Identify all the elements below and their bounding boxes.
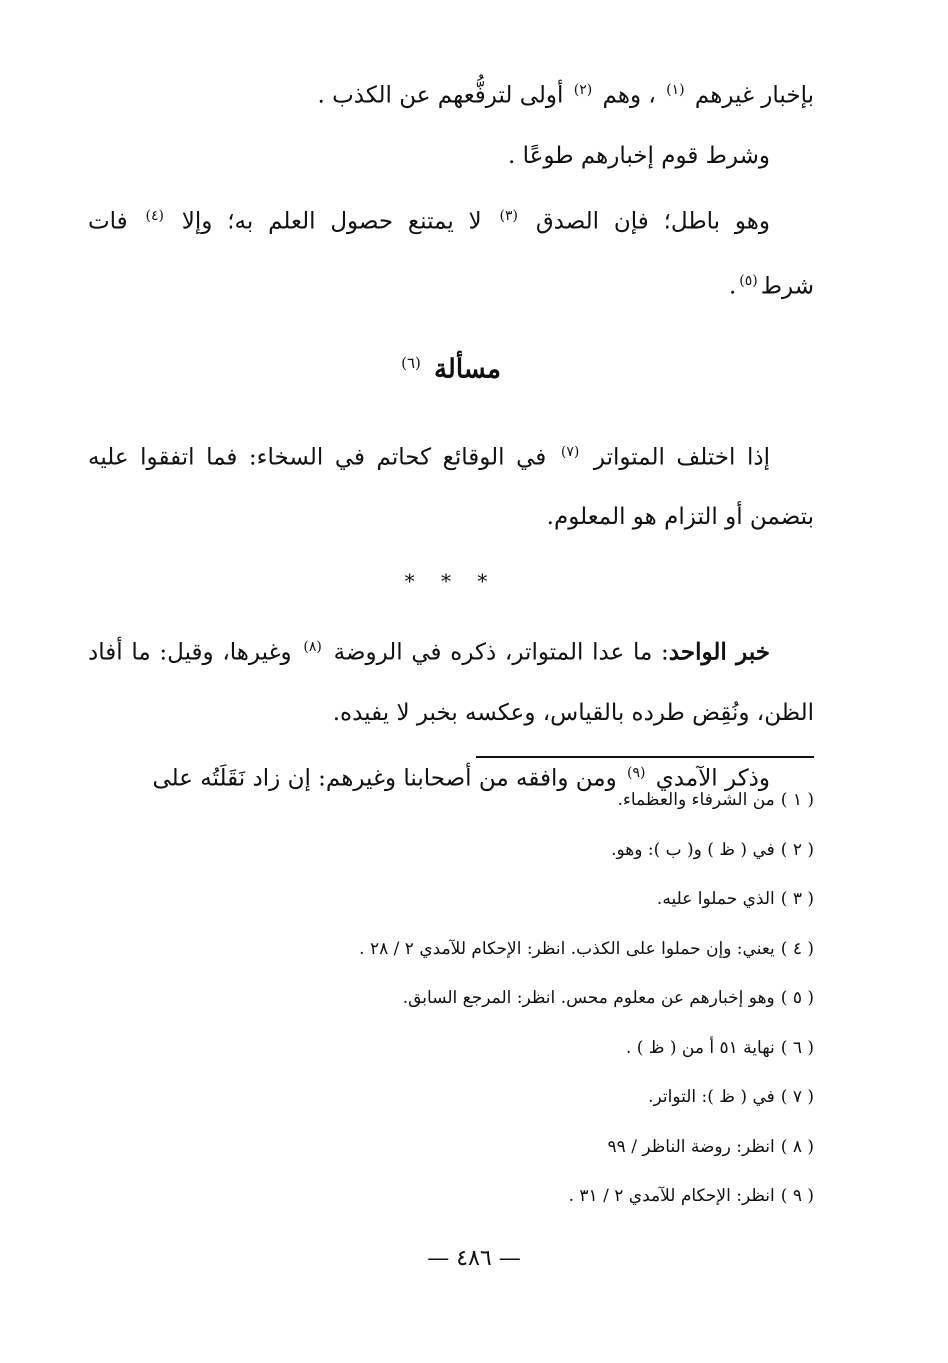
main-text [88, 60, 814, 809]
paragraph-5 [88, 617, 814, 743]
footnote-text: الذي حملوا عليه. [656, 889, 775, 909]
paragraph-3 [88, 186, 814, 317]
footnote-ref-4[interactable]: (٤) [145, 207, 164, 224]
paragraph-4 [88, 422, 814, 548]
footnote-number: ( ٤ ) [780, 938, 814, 959]
text-run: ومن وافقه من أصحابنا وغيرهم: إن زاد نَقَلَتُه على [152, 765, 617, 792]
text-run: وهو باطل؛ فإن الصدق [535, 208, 771, 235]
footnote-ref-3[interactable]: (٣) [499, 207, 518, 224]
footnote-number: ( ٨ ) [780, 1136, 814, 1157]
footnote-7 [88, 1073, 814, 1123]
footnote-number: ( ١ ) [780, 790, 814, 810]
section-heading [88, 333, 814, 400]
section-separator: * * * [404, 569, 498, 594]
text-run: ، وهم [602, 82, 656, 109]
footnote-text: انظر: روضة الناظر / ٩٩ [607, 1136, 775, 1157]
text-run: فات شرط [88, 208, 814, 300]
footnote-ref-9[interactable]: (٩) [627, 764, 646, 781]
section-title: مسألة [433, 354, 501, 385]
footnote-number: ( ٧ ) [780, 1087, 814, 1107]
footnote-text: في ( ظ ): التواتر. [648, 1087, 775, 1107]
footnote-number: ( ٩ ) [780, 1186, 814, 1206]
footnote-1 [88, 776, 814, 826]
footnote-8 [88, 1123, 814, 1173]
footnote-5 [88, 974, 814, 1024]
text-run: وذكر الآمدي [655, 765, 770, 792]
footnote-ref-2[interactable]: (٢) [573, 82, 593, 98]
text-run: إذا اختلف المتواتر [593, 444, 770, 471]
footnote-text: من الشرفاء والعظماء. [617, 790, 775, 810]
footnote-6 [88, 1024, 814, 1074]
footnote-text: في ( ظ ) و( ب ): وهو. [611, 839, 775, 860]
footnote-ref-6[interactable]: (٦) [401, 353, 421, 372]
footnote-2 [88, 826, 814, 876]
text-run: أولى لترفُّعهم عن الكذب . [317, 82, 564, 109]
paragraph-1 [88, 60, 814, 126]
footnote-ref-7[interactable]: (٧) [560, 443, 580, 460]
footnote-divider [476, 756, 814, 758]
paragraph-2: وشرط قوم إخبارهم طوعًا . [507, 142, 770, 169]
footnote-4 [88, 925, 814, 975]
footnote-ref-5[interactable]: (٥) [739, 273, 758, 290]
page-number: — ٤٨٦ — [427, 1246, 521, 1271]
text-run: لا يمتنع حصول العلم به؛ وإلا [181, 208, 482, 235]
footnote-text: يعني: وإن حملوا على الكذب. انظر: الإحكام للآمدي ٢ / ٢٨ . [359, 938, 775, 959]
footnote-number: ( ٢ ) [780, 839, 814, 860]
footnote-ref-1[interactable]: (١) [666, 82, 685, 98]
footnote-number: ( ٥ ) [780, 988, 814, 1008]
text-run: في الوقائع كحاتم في السخاء: فما اتفقوا عليه بتضمن أو التزام هو المعلوم. [88, 444, 814, 531]
text-run: وغيرها، وقيل: ما أفاد الظن، ونُقِض طرده بالقياس، وعكسه بخبر لا يفيده. [88, 639, 814, 726]
footnote-number: ( ٣ ) [780, 889, 814, 909]
footnote-3 [88, 875, 814, 925]
footnote-ref-8[interactable]: (٨) [303, 639, 322, 656]
footnote-text: انظر: الإحكام للآمدي ٢ / ٣١ . [568, 1186, 775, 1206]
text-run: . [728, 273, 737, 300]
footnotes [88, 776, 814, 1222]
footnote-text: وهو إخبارهم عن معلوم محس. انظر: المرجع السابق. [402, 988, 775, 1008]
footnote-9 [88, 1172, 814, 1222]
footnote-number: ( ٦ ) [780, 1037, 814, 1058]
footnote-text: نهاية ٥١ أ من ( ظ ) . [625, 1037, 775, 1058]
defined-term: خبر الواحد [668, 638, 771, 666]
text-run: : ما عدا المتواتر، ذكره في الروضة [333, 639, 669, 666]
text-run: بإخبار غيرهم [694, 82, 814, 109]
